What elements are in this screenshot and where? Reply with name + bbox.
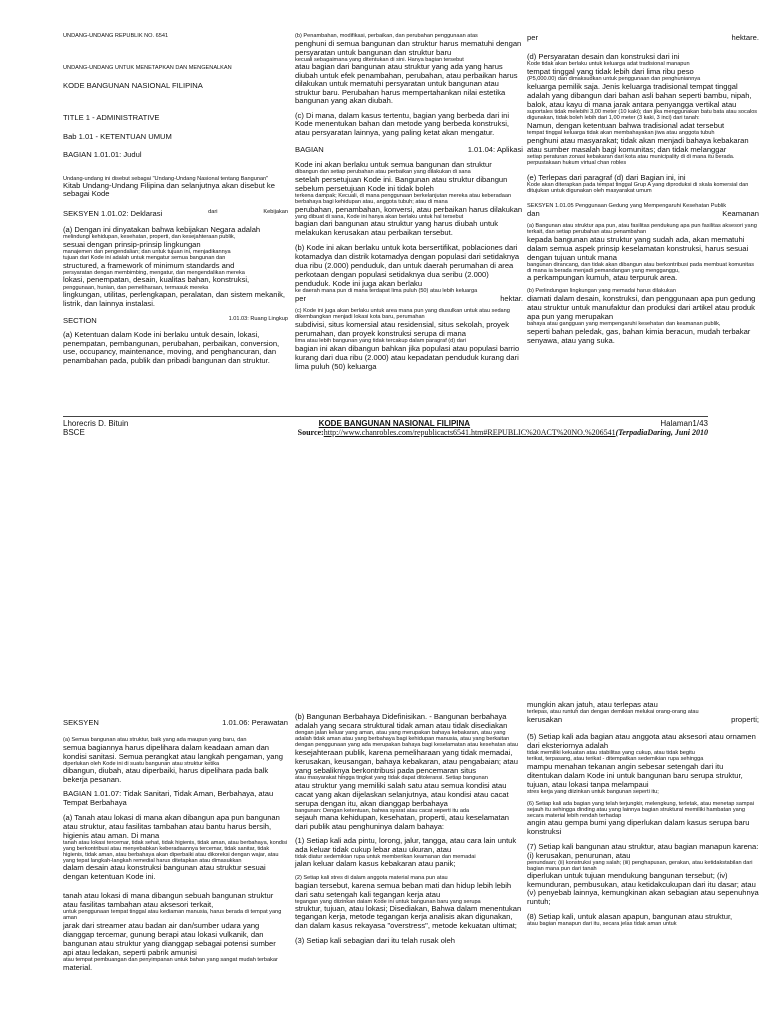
para-line: Kode ini akan berlaku untuk semua bangunan dan struktur — [295, 160, 492, 169]
para-line: Kode tidak akan berlaku untuk keluarga adat tradisional manapun — [527, 61, 690, 67]
health-heading-mid: dan — [527, 209, 540, 218]
page2-column-1 — [63, 718, 288, 972]
para-line: semua bagiannya harus dipelihara dalam keadaan aman dan kondisi sanitasi. Semua perangkat atau langkah pengaman, yang — [63, 743, 283, 761]
para-line: (b) Bangunan Berbahaya Didefinisikan. - Bangunan berbahaya adalah yang secara struktural tidak aman atau tidak disediakan — [295, 712, 508, 730]
para-line: tempat tinggal keluarga tidak akan membahayakan jiwa atau anggota tubuh — [527, 130, 715, 136]
para-end-left: per — [295, 294, 306, 303]
page-gap — [0, 448, 768, 700]
para-line: Kode akan diterapkan pada tempat tinggal Grup A yang diproduksi di skala komersial dan ditujukan untuk digunakan oleh masyarakat umum — [527, 181, 749, 194]
para-line: Namun, dengan ketentuan bahwa tradisional adat tersebut — [527, 121, 725, 130]
para-line: ke daerah mana pun di mana terdapat lima puluh (50) atau lebih keluarga — [295, 288, 478, 294]
footer-program: BSCE — [63, 428, 85, 437]
para-line: perubahan, penambahan, konversi, atau perbaikan harus dilakukan — [295, 205, 523, 214]
para-line: atau bagian dari bangunan atau struktur yang ada yang harus diubah untuk efek penambahan, perubahan, atau perbaikan harus dilakukan untuk mematuhi persyaratan untuk bangunan atau struktur baru. Perubahan harus mempertahankan nilai estetika bangunan yang akan diubah. — [295, 62, 518, 105]
footer-source-label: Source: — [297, 428, 324, 437]
para-line: terlepas, atau runtuh dan dengan demikian melukai orang-orang atau — [527, 709, 699, 715]
para-line: melindungi kehidupan, kesehatan, properti, dan kesejahteraan publik, — [63, 234, 236, 241]
para-line: atau tempat pembuangan dan penyimpanan untuk bahan yang sangat mudah terbakar — [63, 957, 278, 963]
para-line: dalam desain atau konstruksi bangunan atau struktur sesuai dengan ketentuan Kode ini. — [63, 863, 266, 881]
para-line: tanah atau lokasi di mana dibangun sebuah bangunan struktur atau fasilitas tambahan atau aksesori terkait, — [63, 891, 274, 909]
para-line: terikat, terpasang, atau terikat - ditempatkan sedemikian rupa sehingga — [527, 756, 704, 762]
para-line: kecuali sebagaimana yang ditentukan di sini. Hanya bagian tersebut — [295, 57, 464, 63]
document-page-2 — [0, 700, 768, 1024]
para-line: kesejahteraan publik, karena pemeliharaan yang tidak memadai, kerusakan, keusangan, bahaya kebakaran, atau pengabaian; atau yang sebaliknya berkontribusi pada pencemaran situs — [295, 748, 518, 775]
para-line: (5) Setiap kali ada bagian atau anggota atau aksesori atau ornamen dari eksteriornya adalah — [527, 732, 756, 750]
para-line: penundaan; (ii) konstruksi yang salah; (iii) penghapusan, gerakan, atau ketidakstabilan dari bagian mana pun dari tanah — [527, 860, 753, 873]
para-line: tujuan dari Kode ini adalah untuk mengatur semua bangunan dan — [63, 255, 226, 262]
para-line: bagian dari bangunan atau struktur yang harus diubah untuk melakukan kerusakan atau perbaikan tersebut. — [295, 219, 499, 237]
para-end-right: hektare. — [731, 33, 759, 42]
para-line: subdivisi, situs komersial atau residensial, situs sekolah, proyek perumahan, dan proyek konstruksi serupa di mana — [295, 320, 509, 338]
footer-row-2 — [63, 428, 708, 437]
code-title: KODE BANGUNAN NASIONAL FILIPINA — [63, 80, 203, 90]
para-line: tanah atau lokasi tercemar, tidak sehat, tidak higienis, tidak aman, atau berbahaya, kondisi yang berkontribusi atau menyebabkan keberadaannya tercemar, tidak sanitar, tidak higienis, tidak aman, atau berbahaya akan diperbaiki atau dikoreksi dengan wajar, atau yang tepat langkah-langkah remedial harus ditetapkan atau dimasukkan — [63, 840, 288, 864]
page1-column-3 — [527, 33, 759, 345]
para-line: (2) Setiap kali stres di dalam anggota material mana pun atau — [295, 874, 448, 881]
footer-title: KODE BANGUNAN NASIONAL FILIPINA — [318, 419, 471, 428]
declaration-paragraph — [63, 226, 288, 308]
application-heading-left: BAGIAN — [295, 145, 324, 154]
footer-date: (TerpadiaDaring, Juni 2010 — [615, 428, 708, 437]
para-line: structured, a framework of minimum standards and — [63, 260, 235, 270]
unsanitary-heading: BAGIAN 1.01.07: Tidak Sanitari, Tidak Aman, Berbahaya, atau Tempat Berbahaya — [63, 789, 274, 807]
para-line: (a) Semua bangunan atau struktur, baik yang ada maupun yang baru, dan — [63, 737, 247, 743]
health-section-heading — [527, 200, 759, 218]
para-line: diperlukan untuk tujuan mendukung bangunan tersebut; (iv) kemunduran, pembusukan, atau ketidakcukupan dari itu dasar; atau (v) penyebab lainnya, kemungkinan akan sebagian atau sepenuhnya runtuh; — [527, 871, 759, 906]
para-end-right: properti; — [731, 715, 759, 724]
para-line: atau struktur yang memiliki salah satu atau semua kondisi atau cacat yang akan dijelaskan selanjutnya, atau kondisi atau cacat serupa dengan itu, akan dianggap berbahaya — [295, 781, 509, 808]
para-line: (6) Setiap kali ada bagian yang telah terjungkir, melengkung, terletak, atau menetap sampai sejauh itu sehingga dinding atau yang lainnya bagian struktural memiliki hambatan yang secara material lebih rendah terhadap — [527, 801, 754, 820]
footer-row-1 — [63, 419, 708, 428]
footer-rule — [63, 416, 708, 417]
para-line: atau bagian manapun dari itu, secara jelas tidak aman untuk — [527, 921, 677, 928]
para-line: tidak diatur sedemikian rupa untuk memberikan keamanan dan memadai — [295, 854, 476, 860]
para-line: stres kerja yang diizinkan untuk bangunan seperti itu; — [527, 789, 659, 795]
para-line: terkena dampak; Kecuali, di mana penggunaan berkelanjutan mereka atau keberadaan berbahaya bagi kehidupan atau, anggota tubuh; atau di mana — [295, 193, 512, 205]
page2-column-2 — [295, 712, 523, 945]
para-line: (3) Setiap kali sebagian dari itu telah rusak oleh — [295, 936, 455, 945]
para-line: tempat tinggal yang tidak lebih dari lima ribu peso — [527, 67, 694, 76]
page1-column-2 — [295, 33, 523, 371]
section-heading-mid: dari — [208, 208, 218, 215]
para-line: dibangun dan setiap perubahan atau perbaikan yang dilakukan di sana — [295, 169, 471, 175]
para-line: a perkampungan kumuh, atau terpuruk area. — [527, 273, 678, 282]
strictest-rule-paragraph: (c) Di mana, dalam kasus tertentu, bagian yang berbeda dari ini Kode menentukan bahan dan metode yang berbeda konstruksi, atau persyaratan lainnya, yang paling ketat akan mengatur. — [295, 110, 510, 137]
para-line: penghuni di semua bangunan dan struktur harus mematuhi dengan persyaratan untuk bangunan dan struktur baru — [295, 39, 522, 57]
para-line: setelah persetujuan Kode ini. Bangunan atau struktur dibangun sebelum persetujuan Kode ini tidak boleh — [295, 175, 508, 193]
section-heading-right: Kebijakan — [263, 208, 288, 215]
para-end-left: kerusakan — [527, 715, 563, 724]
page-footer — [63, 419, 708, 437]
para-line: (8) Setiap kali, untuk alasan apapun, bangunan atau struktur, — [527, 912, 733, 922]
para-line: jarak dari streamer atau badan air dan/sumber udara yang dianggap tercemar, gunung berapi atau lokasi vulkanik, dan bangunan atau struktur yang dianggap sebagai potensi sumber api atau ledakan, seperti pabrik amunisi — [63, 921, 276, 957]
para-line: suportales tidak melebihi 3,00 meter (10 kaki); dan jika menggunakan batu bata atau socalos digunakan, tidak boleh lebih dari 1,00 meter (3 kaki, 3 inci) dari tanah: — [527, 109, 758, 121]
para-line: persyaratan dengan membimbing, mengatur, dan mengendalikan mereka — [63, 270, 245, 276]
footer-page-number: Halaman1/43 — [660, 419, 708, 428]
para-line: bahaya atau gangguan yang mempengaruhi kesehatan dan keamanan publik, — [527, 320, 721, 327]
para-line: material. — [63, 963, 93, 972]
para-end-left: per — [527, 33, 538, 42]
para-line: (b) Penambahan, modifikasi, perbaikan, dan perubahan penggunaan atas — [295, 33, 478, 39]
document-page-1 — [0, 0, 768, 448]
para-line: diamati dalam desain, konstruksi, dan penggunaan apa pun gedung atau struktur untuk manufaktur dan produksi dari artikel atau produk apa pun yang merupakan — [527, 293, 756, 321]
maintenance-heading-right: 1.01.06: Perawatan — [222, 718, 288, 727]
para-line: mungkin akan jatuh, atau terlepas atau — [527, 700, 658, 709]
para-line: penghuni atau masyarakat; tidak akan menjadi bahaya kebakaran atau sumber masalah bagi komunitas; dan tidak melanggar — [527, 136, 749, 154]
chapter-heading: Bab 1.01 - KETENTUAN UMUM — [63, 131, 172, 141]
health-heading-left: SEKSYEN 1.01.05 Penggunaan Gedung yang Mempengaruhi Kesehatan Publik — [527, 203, 727, 209]
para-line: dibangun, diubah, atau diperbaiki, harus dipelihara pada balk bekerja pesanan. — [63, 766, 269, 784]
section-heading-row — [63, 209, 288, 218]
para-end-row — [527, 33, 759, 42]
para-line: yang dibuat di sana, Kode ini hanya akan berlaku untuk hal tersebut — [295, 214, 464, 220]
intro-small: Undang-undang ini disebut sebagai "Undang-Undang Nasional tentang Bangunan" — [63, 175, 269, 182]
para-line: keluarga pemilik saja. Jenis keluarga tradisional tempat tinggal adalah yang dibangun dari bahan asli bahan seperti bambu, nipah, balok, atau kayu di mana jarak antara penyangga vertikal atau — [527, 82, 752, 109]
para-line: (b) Kode ini akan berlaku untuk kota bersertifikat, poblaciones dari kotamadya dan distrik kotamadya dengan populasi dari setidaknya dua ribu (2.000) penduduk, dan untuk daerah perumahan di area perkotaan dengan populasi setidaknya dua seribu (2.000) penduduk. Kode ini juga akan berlaku — [295, 243, 520, 288]
health-heading-right: Keamanan — [722, 209, 759, 218]
para-line: lima atau lebih bangunan yang tidak tercakup dalam paragraf (d) dari — [295, 338, 467, 344]
para-line: diperlukan oleh Kode ini di suatu bangunan atau struktur ketika — [63, 761, 220, 767]
para-line: mampu menahan tekanan angin sebesar setengah dari itu ditentukan dalam Kode ini untuk bangunan baru serupa struktur, tujuan, atau lokasi tanpa melampaui — [527, 762, 743, 789]
para-line: (b) Perlindungan lingkungan yang memadai harus dilakukan — [527, 287, 676, 294]
scope-heading-left: SECTION — [63, 316, 97, 325]
para-line: seperti bahan peledak, gas, bahan kimia beracun, mudah terbakar senyawa, atau yang suka. — [527, 326, 751, 345]
scope-heading-row — [63, 316, 288, 325]
para-line: untuk penggunaan tempat tinggal atau kediaman manusia, harus berada di tempat yang aman — [63, 909, 282, 921]
scope-paragraph: (a) Ketentuan dalam Kode ini berlaku untuk desain, lokasi, penempatan, pembangunan, perubahan, perbaikan, conversion, use, occupancy, maintenance, moving, and penghancuran, dan penambahan pada, publik dan pribadi bangunan dan struktur. — [63, 330, 280, 365]
para-end-row — [527, 715, 759, 724]
para-line: atau masyarakat hingga tingkat yang tidak dapat ditoleransi. Setiap bangunan — [295, 775, 488, 781]
para-line: (1) Setiap kali ada pintu, lorong, jalur, tangga, atau cara lain untuk ada keluar tidak cukup lebar atau ukuran, atau — [295, 836, 517, 854]
para-line: (c) Kode ini juga akan berlaku untuk area mana pun yang diusulkan untuk atau sedang dikembangkan menjadi lokasi kota baru, perumahan — [295, 308, 510, 320]
para-line: (e) Terlepas dari paragraf (d) dari Bagian ini, ini — [527, 172, 686, 182]
law-subheader: UNDANG-UNDANG UNTUK MENETAPKAN DAN MENGENALKAN — [63, 65, 232, 72]
footer-source-link[interactable]: http://www.chanrobles.com/republicacts6541.htm#REPUBLIC%20ACT%20NO.%206541 — [323, 428, 616, 437]
page2-column-3 — [527, 700, 759, 927]
para-line: bagian tersebut, karena semua beban mati dan hidup lebih lebih dari satu setengah kali tegangan kerja atau — [295, 880, 512, 899]
maintenance-heading-left: SEKSYEN — [63, 718, 99, 727]
scope-heading-right: 1.01.03: Ruang Lingkup — [228, 316, 288, 322]
para-line: (7) Setiap kali bangunan atau struktur, atau bagian manapun karena: (i) kerusakan, penurunan, atau — [527, 842, 759, 861]
para-line: tegangan yang diizinkan dalam Kode ini untuk bangunan baru yang serupa — [295, 898, 481, 905]
title-heading: TITLE 1 - ADMINISTRATIVE — [63, 113, 160, 122]
section-heading: BAGIAN 1.01.01: Judul — [63, 150, 142, 159]
para-line: dengan jalan keluar yang aman, atau yang merupakan bahaya kebakaran, atau yang adalah tidak aman atau yang berbahaya bagi kehidupan manusia, atau yang berkaitan dengan penggunaan yang ada merupakan bahaya bagi keselamatan atau kesehatan atau — [295, 730, 518, 748]
para-end-row — [295, 294, 523, 303]
para-line: (a) Bangunan atau struktur apa pun, atau fasilitas pendukung apa pun fasilitas aksesori yang terkait, dan setiap perubahan atau penambahan — [527, 223, 757, 235]
footer-author: Lhorecris D. Bituin — [63, 419, 129, 428]
health-heading-row — [527, 209, 759, 218]
para-line: manajemen dan pengendalian; dan untuk tujuan ini, menjadikannya — [63, 249, 231, 255]
para-line: (P5,000.00) dan dimaksudkan untuk penggunaan dan penghuniannya — [527, 76, 701, 82]
section-heading-left: SEKSYEN 1.01.02: Deklarasi — [63, 208, 163, 218]
para-line: jalan keluar dalam kasus kebakaran atau panik; — [295, 859, 456, 868]
para-line: struktur, tujuan, atau lokasi; Disediakan, Bahwa dalam menentukan tegangan kerja, metode tegangan kerja analisis akan digunakan, dan dalam kasus rekayasa "overstress", metode kekuatan ultimat; — [295, 903, 522, 930]
para-line: lingkungan, utilitas, perlengkapan, peralatan, dan sistem mekanik, listrik, dan lainnya instalasi. — [63, 290, 286, 308]
maintenance-heading-row — [63, 718, 288, 727]
para-line: (a) Dengan ini dinyatakan bahwa kebijakan Negara adalah — [63, 224, 261, 234]
application-heading-right: 1.01.04: Aplikasi — [467, 145, 523, 154]
application-heading-row — [295, 145, 523, 154]
para-line: setiap peraturan zonasi kebakaran dari kota atau municipality di di mana itu berada. perpustakaan hukum virtual chan robles — [527, 154, 735, 167]
para-end-right: hektar. — [500, 294, 523, 303]
intro-text: Kitab Undang-Undang Filipina dan selanjutnya akan disebut ke sebagai Kode — [63, 180, 275, 199]
para-line: bagian ini akan dibangun bahkan jika populasi atau populasi barrio kurang dari dua ribu (2.000) atau kepadatan penduduk kurang dari lima puluh (50) keluarga — [295, 344, 520, 371]
para-line: (a) Tanah atau lokasi di mana akan dibangun apa pun bangunan atau struktur, atau fasilitas tambahan atau bantu harus bersih, higienis atau aman. Di mana — [63, 813, 280, 840]
para-line: angin atau gempa bumi yang diperlukan dalam kasus serupa baru konstruksi — [527, 818, 750, 836]
footer-source — [298, 428, 708, 437]
para-line: tidak memiliki kekuatan atau stabilitas yang cukup, atau tidak begitu — [527, 750, 695, 756]
para-line: sesuai dengan prinsip-prinsip lingkungan — [63, 239, 201, 249]
page1-column-1 — [63, 33, 288, 370]
para-line: penggunaan, hunian, dan pemeliharaan, termasuk mereka — [63, 284, 209, 291]
para-line: bangunan dirancang, dan tidak akan dibangun atau berkontribusi pada membuat komunitas di mana ia berada menjadi pemandangan yang mengganggu, — [527, 262, 755, 274]
para-line: (d) Persyaratan desain dan konstruksi dari ini — [527, 52, 680, 61]
para-line: bangunan: Dengan ketentuan, bahwa syarat atau cacat seperti itu ada — [295, 808, 470, 814]
para-line: kepada bangunan atau struktur yang sudah ada, akan mematuhi dalam semua aspek prinsip keselamatan konstruksi, harus sesuai dengan tujuan untuk mana — [527, 235, 749, 262]
para-line: lokasi, penempatan, desain, kualitas bahan, konstruksi, — [63, 275, 250, 285]
intro-paragraph — [63, 176, 288, 199]
law-header: UNDANG-UNDANG REPUBLIK NO. 6541 — [63, 33, 169, 39]
para-line: sejauh mana kehidupan, kesehatan, properti, atau keselamatan dari publik atau penghuninya dalam bahaya: — [295, 813, 510, 831]
